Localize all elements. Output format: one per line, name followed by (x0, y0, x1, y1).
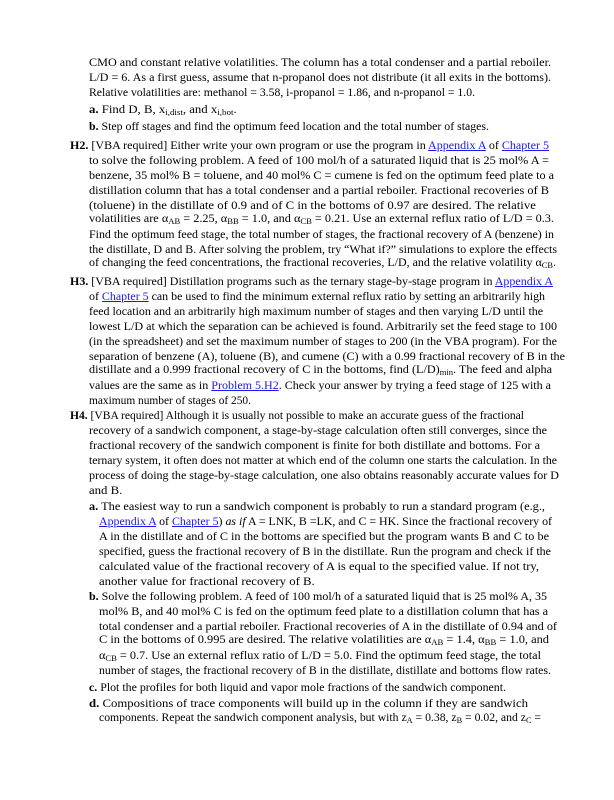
text-span: of changing the feed concentrations, the fractional recoveries, L/D, and the relative volatility α (89, 257, 542, 269)
text-span: process of doing the stage-by-stage calculation, one also obtains reasonably accurate values for D (89, 470, 559, 482)
item-label: H3. (70, 276, 89, 288)
subscript: A (406, 716, 413, 725)
text-span: = 1.0, and α (238, 213, 301, 225)
text-span: number of stages, the fractional recovery of B in the distillate, distillate and bottoms flow rates. (99, 665, 551, 677)
text-line (99, 620, 557, 634)
text-span: = 1.0, and (496, 634, 549, 646)
text-span: A = LNK, B =LK, and C = HK. Since the fractional recovery of (245, 516, 552, 528)
subscript: BB (227, 217, 239, 226)
text-span: calculated value of the fractional recovery of A is equal to the specified value. If not try, (99, 561, 539, 573)
text-line (89, 590, 547, 604)
text-span: Plot the profiles for both liquid and vapor mole fractions of the sandwich component. (97, 682, 506, 694)
text-line (89, 56, 551, 70)
cross-reference-link[interactable]: Chapter 5 (501, 140, 549, 152)
subscript: min (439, 368, 454, 377)
text-span: [VBA required] Distillation programs such as the ternary stage-by-stage program in (88, 276, 495, 288)
text-span: = (531, 712, 541, 724)
cross-reference-link[interactable]: Appendix A (428, 140, 486, 152)
text-span: , and x (182, 104, 218, 116)
text-line (89, 335, 557, 349)
text-span: lowest L/D at which the separation can be achieved is found. Arbitrarily set the feed stage to 100 (89, 321, 557, 333)
text-line (99, 560, 539, 574)
text-line (89, 169, 554, 183)
subscript: C (525, 716, 532, 725)
text-line (89, 363, 552, 377)
text-span: [VBA required] Although it is usually not possible to make an accurate guess of the fractional (87, 410, 524, 422)
text-line (89, 290, 545, 304)
subscript: BB (484, 638, 497, 647)
text-span: fractional recovery of the sandwich component is finite for both distillate and bottoms. For a (89, 440, 540, 452)
text-span: total condenser and a partial reboiler. Fractional recoveries of A in the distillate of 0.94 and of (99, 621, 557, 633)
text-line (89, 424, 547, 438)
text-line (89, 199, 536, 213)
item-label: a. (89, 501, 99, 513)
text-span: Relative volatilities are: methanol = 3.58, i-propanol = 1.86, and n-propanol = 1.0. (89, 87, 475, 99)
subscript: CB (541, 261, 553, 270)
subscript: AB (431, 638, 444, 647)
text-line (70, 275, 553, 289)
cross-reference-link[interactable]: Problem 5.H2 (211, 380, 279, 392)
text-line (89, 439, 540, 453)
text-span: = 0.38, z (412, 712, 457, 724)
text-span: = 1.4, α (443, 634, 485, 646)
cross-reference-link[interactable]: Chapter 5 (101, 291, 149, 303)
text-line (99, 664, 551, 678)
subscript: i,bot (217, 108, 234, 117)
text-span: . (233, 104, 237, 116)
text-line (99, 545, 551, 559)
text-line (89, 681, 506, 695)
text-span: = 2.25, α (180, 213, 228, 225)
text-line (99, 530, 549, 544)
text-line (89, 394, 251, 408)
text-line (89, 184, 549, 198)
text-span: specified, guess the fractional recovery of B in the distillate. Run the program and check if the (99, 546, 551, 558)
cross-reference-link[interactable]: Appendix A (99, 516, 157, 528)
text-span: another value for fractional recovery of B. (99, 576, 315, 588)
text-span: separation of benzene (A), toluene (B), and cumene (C) with a 0.99 fractional recovery of B in the (89, 351, 565, 363)
text-span: Compositions of trace components will build up in the column if they are sandwich (99, 698, 529, 710)
text-span: distillate and a 0.999 fractional recovery of C in the bottoms, find (L/D) (89, 364, 440, 376)
text-line (89, 350, 565, 364)
text-span: as if (222, 516, 246, 528)
text-line (70, 139, 549, 153)
text-line (89, 86, 475, 100)
text-span: the distillate, D and B. After solving the problem, try “What if?” simulations to explore the effects (89, 244, 557, 256)
text-span: Find the optimum feed stage, the total number of stages, the fractional recovery of A (benzene) in (89, 229, 554, 241)
subscript: CB (105, 654, 117, 663)
text-span: ternary system, it often does not matter at which end of the column one starts the calculation. In the (89, 455, 557, 467)
text-line (89, 243, 557, 257)
text-span: The easiest way to run a sandwich component is probably to run a standard program (e.g., (98, 501, 545, 513)
text-span: CMO and constant relative volatilities. The column has a total condenser and a partial reboiler. (89, 57, 551, 69)
text-line (89, 154, 549, 168)
text-line (99, 605, 548, 619)
text-line (99, 633, 549, 647)
text-line (89, 469, 559, 483)
text-span: maximum number of stages of 250. (89, 395, 251, 407)
text-span: of (485, 140, 502, 152)
text-span: (in the spreadsheet) and set the maximum number of stages to 200 (in the VBA program). For the (89, 336, 557, 348)
cross-reference-link[interactable]: Chapter 5 (171, 516, 219, 528)
text-line (89, 697, 528, 711)
text-line (89, 320, 557, 334)
item-label: b. (89, 591, 99, 603)
text-span: recovery of a sandwich component, a stage-by-stage calculation often still converges, since the (89, 425, 547, 437)
text-span: . The feed and alpha (453, 364, 552, 376)
text-span: (toluene) in the distillate of 0.9 and of C in the bottoms of 0.97 are desired. The relative (89, 200, 536, 212)
item-label: b. (89, 121, 99, 133)
text-span: volatilities are α (89, 213, 169, 225)
subscript: CB (300, 217, 312, 226)
text-span: of (89, 291, 102, 303)
text-span: Find D, B, x (98, 104, 166, 116)
text-span: ) (218, 516, 223, 528)
text-span: = 0.21. Use an external reflux ratio of L/D = 0.3. (311, 213, 554, 225)
text-line (89, 500, 545, 514)
text-span: = 0.7. Use an external reflux ratio of L/D = 5.0. Find the optimum feed stage, the total (116, 650, 541, 662)
text-span: components. Repeat the sandwich component analysis, but with z (99, 712, 407, 724)
text-span: and B. (89, 485, 123, 497)
text-line (89, 228, 554, 242)
text-line (89, 454, 557, 468)
text-line (89, 120, 489, 134)
text-line (89, 484, 122, 498)
text-span: Solve the following problem. A feed of 100 mol/h of a saturated liquid that is 25 mol% A, 35 (98, 591, 547, 603)
subscript: AB (168, 217, 181, 226)
text-span: can be used to find the minimum external reflux ratio by setting an arbitrarily high (148, 291, 545, 303)
text-span: C in the bottoms of 0.995 are desired. The relative volatilities are α (99, 634, 432, 646)
text-span: . Check your answer by trying a feed stage of 125 with a (278, 380, 551, 392)
text-span: feed location and an arbitrarily high maximum number of stages and then varying L/D until the (89, 306, 543, 318)
subscript: i,dist (165, 108, 183, 117)
text-span: benzene, 35 mol% B = toluene, and 40 mol% C = cumene is fed on the optimum feed plate to a (89, 170, 554, 182)
text-line (99, 575, 315, 589)
text-span: mol% B, and 40 mol% C is fed on the optimum feed plate to a distillation column that has a (99, 606, 548, 618)
subscript: B (456, 716, 463, 725)
text-line (89, 256, 556, 270)
text-span: = 0.02, and z (462, 712, 526, 724)
text-line (99, 711, 541, 725)
text-line (89, 379, 551, 393)
text-span: [VBA required] Either write your own program or use the program in (88, 140, 429, 152)
text-line (89, 305, 543, 319)
item-label: c. (89, 682, 98, 694)
text-span: A in the distillate and of C in the bottoms are specified but the program wants B and C to be (99, 531, 549, 543)
item-label: a. (89, 104, 99, 116)
text-line (70, 409, 524, 423)
item-label: d. (89, 698, 100, 710)
item-label: H2. (70, 140, 89, 152)
text-span: α (99, 650, 106, 662)
text-span: to solve the following problem. A feed of 100 mol/h of a saturated liquid that is 25 mol% A = (89, 155, 549, 167)
text-span: L/D = 6. As a first guess, assume that n-propanol does not distribute (it all exits in the bottoms). (89, 72, 551, 84)
text-span: Step off stages and find the optimum feed location and the total number of stages. (98, 121, 490, 133)
text-span: of (156, 516, 172, 528)
text-line (99, 649, 541, 663)
text-line (89, 212, 554, 226)
text-span: values are the same as in (89, 380, 212, 392)
text-line (99, 515, 552, 529)
text-line (89, 71, 551, 85)
cross-reference-link[interactable]: Appendix A (494, 276, 553, 288)
item-label: H4. (70, 410, 88, 422)
text-span: distillation column that has a total condenser and a partial reboiler. Fractional recoveries of B (89, 185, 549, 197)
text-span: . (552, 257, 556, 269)
text-line (89, 103, 237, 117)
